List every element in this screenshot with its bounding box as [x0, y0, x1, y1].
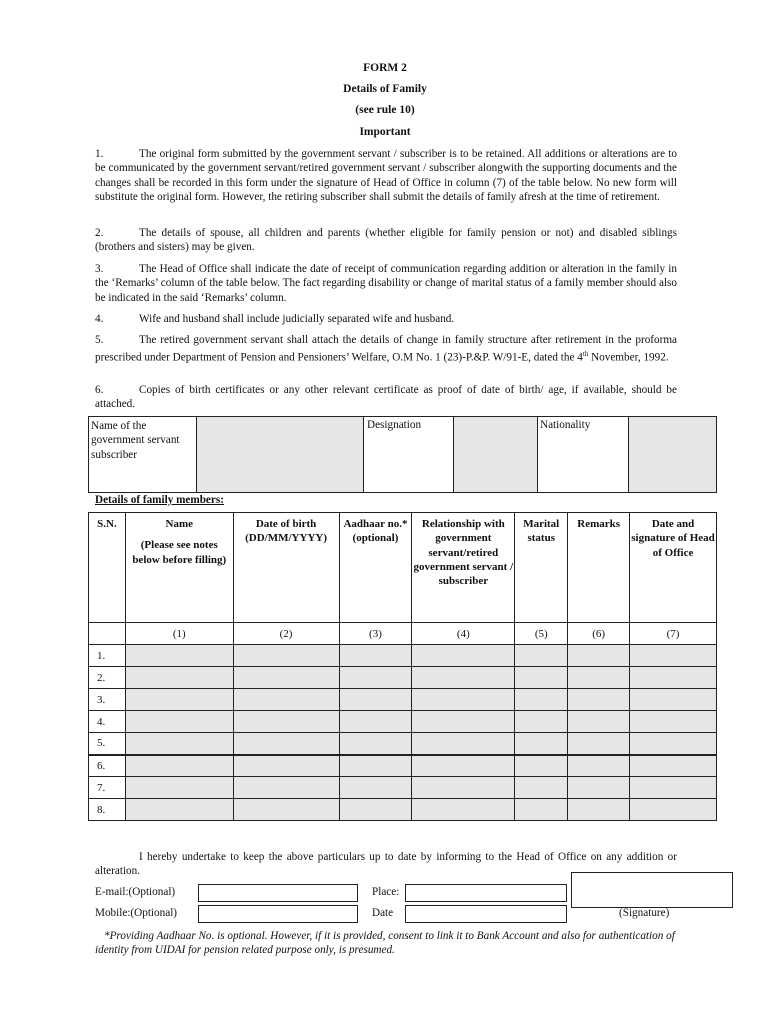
header-name-note: (Please see notes below before filling)	[132, 539, 227, 566]
note-number: 3.	[95, 263, 104, 275]
note-4	[95, 312, 677, 326]
servant-info-table	[88, 416, 717, 493]
remarks-cell[interactable]	[568, 689, 630, 711]
date-signature-cell[interactable]	[630, 733, 717, 755]
note-number: 1.	[95, 148, 104, 160]
undertaking: I hereby undertake to keep the above particulars up to date by informing to the Head of Office on any addition or alteration.	[95, 851, 677, 878]
note-5	[95, 333, 677, 365]
date-signature-cell[interactable]	[630, 645, 717, 667]
aadhaar-cell[interactable]	[339, 777, 412, 799]
note-number: 5.	[95, 334, 104, 346]
relationship-cell[interactable]	[412, 689, 515, 711]
footnote	[95, 929, 677, 958]
rule-reference: (see rule 10)	[355, 104, 415, 116]
date-signature-cell[interactable]	[630, 689, 717, 711]
dob-cell[interactable]	[233, 733, 339, 755]
marital-status-cell[interactable]	[515, 667, 568, 689]
name-label: Name of the government servant subscriber	[89, 417, 197, 493]
column-number: (7)	[630, 623, 717, 645]
mobile-input[interactable]	[198, 905, 358, 923]
name-cell[interactable]	[125, 777, 233, 799]
important-heading: Important	[359, 126, 411, 138]
remarks-cell[interactable]	[568, 755, 630, 777]
table-row	[89, 689, 717, 711]
marital-status-cell[interactable]	[515, 689, 568, 711]
name-cell[interactable]	[125, 733, 233, 755]
date-input[interactable]	[405, 905, 567, 923]
marital-status-cell[interactable]	[515, 711, 568, 733]
remarks-cell[interactable]	[568, 667, 630, 689]
place-label: Place:	[372, 886, 400, 898]
name-cell[interactable]	[125, 645, 233, 667]
note-2	[95, 226, 677, 255]
marital-status-cell[interactable]	[515, 733, 568, 755]
note-number: 2.	[95, 227, 104, 239]
dob-cell[interactable]	[233, 689, 339, 711]
date-signature-cell[interactable]	[630, 777, 717, 799]
dob-cell[interactable]	[233, 777, 339, 799]
row-serial-number: 7.	[89, 777, 126, 799]
designation-label: Designation	[364, 417, 454, 493]
header-row	[89, 513, 717, 623]
name-cell[interactable]	[125, 711, 233, 733]
column-number: (6)	[568, 623, 630, 645]
remarks-cell[interactable]	[568, 645, 630, 667]
note-text: The Head of Office shall indicate the date of receipt of communication regarding addition or alteration in the family in the ‘Remarks’ column of the table below. The fact regarding disability or change of marital status of a family member should also be indicated in the said ‘Remarks’ column.	[95, 263, 677, 304]
header-aadhaar: Aadhaar no.* (optional)	[339, 513, 412, 623]
family-table-caption: Details of family members:	[95, 494, 224, 506]
form-number: FORM 2	[363, 62, 407, 74]
column-number-row	[89, 623, 717, 645]
name-cell[interactable]	[125, 667, 233, 689]
note-text-end: November, 1992.	[588, 352, 669, 365]
row-serial-number: 2.	[89, 667, 126, 689]
aadhaar-cell[interactable]	[339, 711, 412, 733]
note-3	[95, 262, 677, 305]
note-number: 4.	[95, 313, 104, 325]
dob-cell[interactable]	[233, 755, 339, 777]
designation-input[interactable]	[454, 417, 538, 493]
table-row	[89, 755, 717, 777]
note-text: Wife and husband shall include judicially separated wife and husband.	[139, 313, 455, 325]
note-text: The original form submitted by the government servant / subscriber is to be retained. All additions or alterations are to be communicated by the government servant/retired government servant / subscriber alongwith the supporting documents and the changes shall be recorded in this form under the signature of Head of Office in column (7) of the table below. No new form will substitute the original form. However, the retiring subscriber shall submit the details of family afresh at the time of retirement.	[95, 148, 677, 203]
nationality-input[interactable]	[629, 417, 717, 493]
note-number: 6.	[95, 384, 104, 396]
note-6	[95, 383, 677, 412]
aadhaar-cell[interactable]	[339, 733, 412, 755]
aadhaar-cell[interactable]	[339, 689, 412, 711]
header-name-label: Name	[165, 518, 194, 530]
marital-status-cell[interactable]	[515, 799, 568, 821]
date-signature-cell[interactable]	[630, 711, 717, 733]
column-number-blank	[89, 623, 126, 645]
dob-cell[interactable]	[233, 711, 339, 733]
aadhaar-cell[interactable]	[339, 799, 412, 821]
family-table	[88, 512, 717, 821]
header-dob: Date of birth (DD/MM/YYYY)	[233, 513, 339, 623]
column-number: (2)	[233, 623, 339, 645]
header-sn: S.N.	[89, 513, 126, 623]
dob-cell[interactable]	[233, 667, 339, 689]
table-row	[89, 799, 717, 821]
relationship-cell[interactable]	[412, 645, 515, 667]
column-number: (5)	[515, 623, 568, 645]
date-signature-cell[interactable]	[630, 799, 717, 821]
name-cell[interactable]	[125, 755, 233, 777]
row-serial-number: 4.	[89, 711, 126, 733]
name-input[interactable]	[197, 417, 364, 493]
row-serial-number: 1.	[89, 645, 126, 667]
table-row	[89, 711, 717, 733]
header-remarks: Remarks	[568, 513, 630, 623]
date-label: Date	[372, 907, 394, 919]
remarks-cell[interactable]	[568, 733, 630, 755]
note-superscript: th	[582, 350, 589, 359]
relationship-cell[interactable]	[412, 667, 515, 689]
header-relationship: Relationship with government servant/retired government servant / subscriber	[412, 513, 515, 623]
header-date-signature: Date and signature of Head of Office	[630, 513, 717, 623]
note-text: The details of spouse, all children and parents (whether eligible for family pension or not) and disabled siblings (brothers and sisters) may be given.	[95, 227, 677, 254]
mobile-label: Mobile:(Optional)	[95, 907, 178, 919]
name-cell[interactable]	[125, 799, 233, 821]
dob-cell[interactable]	[233, 799, 339, 821]
table-row	[89, 645, 717, 667]
relationship-cell[interactable]	[412, 711, 515, 733]
date-signature-cell[interactable]	[630, 667, 717, 689]
remarks-cell[interactable]	[568, 799, 630, 821]
header-marital-status: Marital status	[515, 513, 568, 623]
signature-label: (Signature)	[619, 907, 670, 919]
table-row	[89, 667, 717, 689]
aadhaar-cell[interactable]	[339, 755, 412, 777]
table-row	[89, 777, 717, 799]
email-input[interactable]	[198, 884, 358, 902]
note-text: Copies of birth certificates or any other relevant certificate as proof of date of birth/ age, if available, should be attached.	[95, 384, 677, 411]
email-label: E-mail:(Optional)	[95, 886, 176, 898]
marital-status-cell[interactable]	[515, 777, 568, 799]
date-signature-cell[interactable]	[630, 755, 717, 777]
note-text: The retired government servant shall attach the details of change in family structure after retirement in the proforma prescribed under Department of Pension and Pensioners’ Welfare, O.M No. 1 (23)-P.&P. W/91-E, dated the 4	[95, 334, 677, 365]
dob-cell[interactable]	[233, 645, 339, 667]
row-serial-number: 6.	[89, 755, 126, 777]
nationality-label: Nationality	[538, 417, 629, 493]
row-serial-number: 3.	[89, 689, 126, 711]
relationship-cell[interactable]	[412, 799, 515, 821]
aadhaar-cell[interactable]	[339, 645, 412, 667]
aadhaar-cell[interactable]	[339, 667, 412, 689]
marital-status-cell[interactable]	[515, 755, 568, 777]
column-number: (4)	[412, 623, 515, 645]
row-serial-number: 5.	[89, 733, 126, 755]
row-serial-number: 8.	[89, 799, 126, 821]
column-number: (1)	[125, 623, 233, 645]
relationship-cell[interactable]	[412, 777, 515, 799]
relationship-cell[interactable]	[412, 733, 515, 755]
footnote-text: *Providing Aadhaar No. is optional. However, if it is provided, consent to link it to Bank Account and also for authentication of identity from UIDAI for pension related purpose only, is presumed.	[95, 930, 675, 957]
form-title: Details of Family	[343, 83, 427, 95]
remarks-cell[interactable]	[568, 777, 630, 799]
marital-status-cell[interactable]	[515, 645, 568, 667]
header-name	[125, 513, 233, 623]
name-cell[interactable]	[125, 689, 233, 711]
place-input[interactable]	[405, 884, 567, 902]
note-1	[95, 147, 677, 204]
relationship-cell[interactable]	[412, 755, 515, 777]
signature-box[interactable]	[571, 872, 733, 908]
table-row	[89, 733, 717, 755]
column-number: (3)	[339, 623, 412, 645]
remarks-cell[interactable]	[568, 711, 630, 733]
